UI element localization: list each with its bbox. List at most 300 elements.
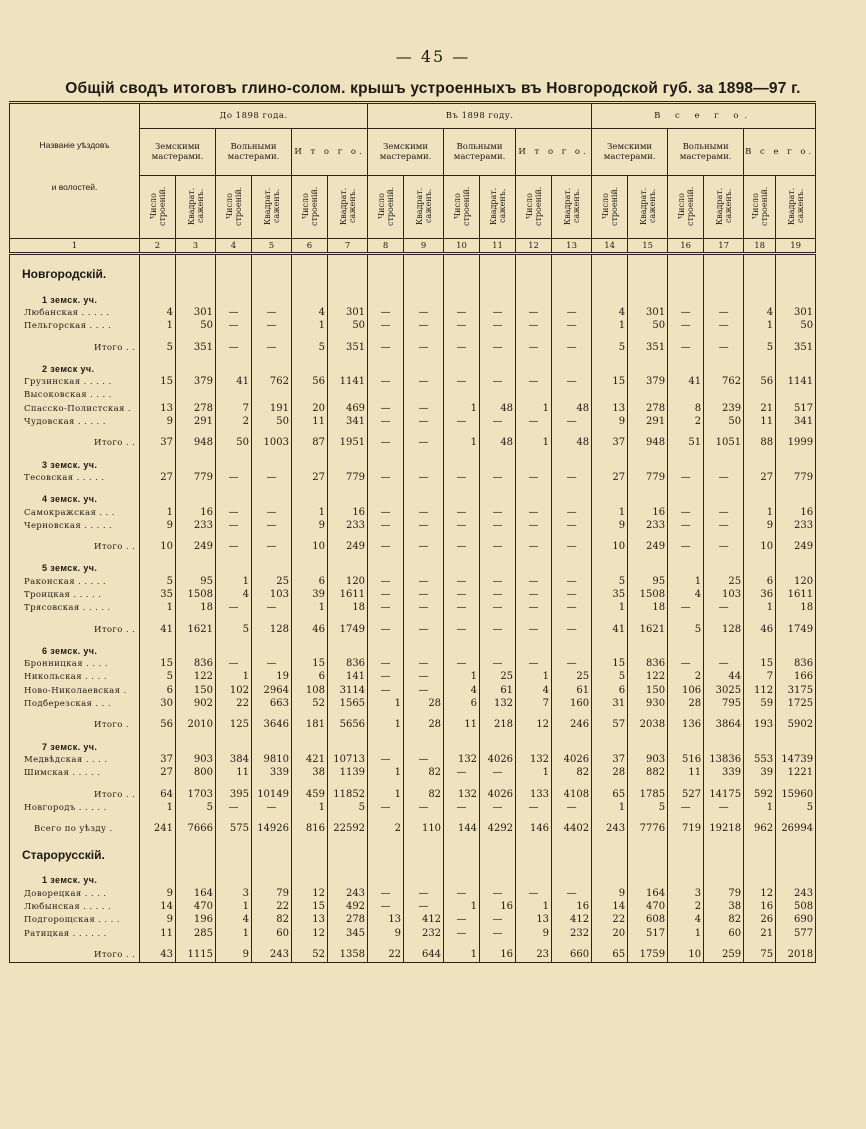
spacer-cell bbox=[176, 354, 216, 362]
value-cell bbox=[328, 293, 368, 306]
value-cell bbox=[592, 293, 628, 306]
value-cell: — bbox=[368, 671, 404, 684]
spacer-cell bbox=[328, 429, 368, 437]
value-cell bbox=[480, 874, 516, 887]
value-cell: — bbox=[444, 341, 480, 354]
value-cell: 166 bbox=[776, 671, 816, 684]
value-cell bbox=[404, 293, 444, 306]
value-cell: 11852 bbox=[328, 788, 368, 801]
value-cell: 106 bbox=[668, 684, 704, 697]
value-cell: 15 bbox=[744, 658, 776, 671]
value-cell bbox=[668, 562, 704, 575]
value-cell bbox=[592, 263, 628, 285]
value-cell: 1 bbox=[444, 437, 480, 450]
value-cell bbox=[628, 740, 668, 753]
row-name: 7 земск. уч. bbox=[10, 740, 140, 753]
spacer-cell bbox=[368, 554, 404, 562]
spacer-cell bbox=[444, 615, 480, 623]
spacer-cell bbox=[480, 940, 516, 948]
section-heading-row bbox=[10, 874, 816, 887]
value-cell: 28 bbox=[668, 697, 704, 710]
spacer-cell bbox=[140, 940, 176, 948]
spacer-cell bbox=[516, 485, 552, 493]
spacer-cell bbox=[140, 615, 176, 623]
value-cell: 882 bbox=[628, 767, 668, 780]
value-cell: 6 bbox=[140, 684, 176, 697]
table-row bbox=[10, 320, 816, 333]
value-cell: — bbox=[444, 658, 480, 671]
spacer-cell bbox=[668, 711, 704, 719]
value-cell bbox=[216, 293, 252, 306]
value-cell bbox=[176, 562, 216, 575]
value-cell: 6 bbox=[292, 671, 328, 684]
spacer-cell bbox=[328, 780, 368, 788]
value-cell bbox=[368, 293, 404, 306]
value-cell: 14 bbox=[592, 900, 628, 913]
value-cell: — bbox=[516, 471, 552, 484]
value-cell: 10 bbox=[744, 540, 776, 553]
value-cell: 132 bbox=[516, 753, 552, 766]
spacer-cell bbox=[628, 836, 668, 844]
value-cell: — bbox=[480, 540, 516, 553]
value-cell: 35 bbox=[140, 588, 176, 601]
spacer-row bbox=[10, 450, 816, 458]
value-cell: 50 bbox=[216, 437, 252, 450]
value-cell: 4 bbox=[216, 588, 252, 601]
value-cell bbox=[252, 362, 292, 375]
spacer-cell bbox=[668, 780, 704, 788]
spacer-cell bbox=[10, 836, 140, 844]
spacer-cell bbox=[328, 285, 368, 293]
value-cell: — bbox=[368, 575, 404, 588]
table-row bbox=[10, 575, 816, 588]
value-cell: — bbox=[480, 341, 516, 354]
value-cell bbox=[668, 644, 704, 657]
table-row bbox=[10, 753, 816, 766]
spacer-cell bbox=[480, 636, 516, 644]
value-cell bbox=[776, 389, 816, 402]
table-row bbox=[10, 671, 816, 684]
value-cell: — bbox=[552, 801, 592, 814]
value-cell: 301 bbox=[176, 306, 216, 319]
value-cell bbox=[592, 844, 628, 866]
value-cell bbox=[744, 293, 776, 306]
value-cell bbox=[140, 458, 176, 471]
value-cell: 469 bbox=[328, 402, 368, 415]
value-cell bbox=[176, 644, 216, 657]
period-header-total: В с е г о. bbox=[592, 103, 816, 129]
value-cell: 516 bbox=[668, 753, 704, 766]
spacer-row bbox=[10, 485, 816, 493]
spacer-cell bbox=[480, 866, 516, 874]
value-cell bbox=[444, 562, 480, 575]
spacer-cell bbox=[292, 780, 328, 788]
value-cell: 421 bbox=[292, 753, 328, 766]
spacer-cell bbox=[552, 732, 592, 740]
value-cell: 9 bbox=[368, 927, 404, 940]
value-cell bbox=[328, 362, 368, 375]
value-cell: 52 bbox=[292, 948, 328, 962]
value-cell: 762 bbox=[252, 375, 292, 388]
group-header: Вольными мастерами. bbox=[444, 129, 516, 176]
spacer-cell bbox=[704, 636, 744, 644]
value-cell bbox=[368, 362, 404, 375]
value-cell bbox=[480, 389, 516, 402]
value-cell: 379 bbox=[628, 375, 668, 388]
value-cell: 15 bbox=[292, 658, 328, 671]
spacer-cell bbox=[292, 940, 328, 948]
spacer-cell bbox=[552, 711, 592, 719]
value-cell: — bbox=[668, 519, 704, 532]
spacer-cell bbox=[552, 836, 592, 844]
spacer-cell bbox=[252, 780, 292, 788]
value-cell: 412 bbox=[404, 914, 444, 927]
spacer-row bbox=[10, 866, 816, 874]
value-cell: 60 bbox=[704, 927, 744, 940]
value-cell bbox=[292, 844, 328, 866]
value-cell: — bbox=[368, 519, 404, 532]
subtotal-row bbox=[10, 788, 816, 801]
value-cell: 232 bbox=[552, 927, 592, 940]
value-cell: 1 bbox=[368, 719, 404, 732]
section-heading-row bbox=[10, 740, 816, 753]
buildings-count-header: Число строеній. bbox=[140, 176, 176, 239]
value-cell bbox=[744, 493, 776, 506]
spacer-cell bbox=[252, 485, 292, 493]
value-cell bbox=[252, 844, 292, 866]
value-cell: 1 bbox=[592, 602, 628, 615]
value-cell bbox=[480, 644, 516, 657]
value-cell: 12 bbox=[516, 719, 552, 732]
spacer-cell bbox=[292, 636, 328, 644]
value-cell: 5 bbox=[628, 801, 668, 814]
column-number: 18 bbox=[744, 239, 776, 254]
value-cell bbox=[328, 874, 368, 887]
value-cell bbox=[668, 458, 704, 471]
spacer-cell bbox=[140, 532, 176, 540]
value-cell: — bbox=[368, 900, 404, 913]
value-cell: — bbox=[368, 684, 404, 697]
value-cell: 4 bbox=[216, 914, 252, 927]
value-cell: 4026 bbox=[480, 753, 516, 766]
spacer-cell bbox=[776, 636, 816, 644]
value-cell: 25 bbox=[704, 575, 744, 588]
value-cell: 13 bbox=[292, 914, 328, 927]
value-cell: — bbox=[368, 753, 404, 766]
value-cell: 5 bbox=[668, 623, 704, 636]
row-name: 3 земск. уч. bbox=[10, 458, 140, 471]
value-cell: 249 bbox=[628, 540, 668, 553]
spacer-cell bbox=[776, 354, 816, 362]
spacer-cell bbox=[776, 940, 816, 948]
table-row bbox=[10, 684, 816, 697]
value-cell bbox=[628, 293, 668, 306]
spacer-cell bbox=[444, 450, 480, 458]
value-cell: 339 bbox=[252, 767, 292, 780]
spacer-cell bbox=[252, 354, 292, 362]
spacer-cell bbox=[668, 940, 704, 948]
value-cell: 1749 bbox=[776, 623, 816, 636]
value-cell bbox=[404, 458, 444, 471]
value-cell: — bbox=[552, 375, 592, 388]
value-cell: 233 bbox=[628, 519, 668, 532]
spacer-cell bbox=[776, 615, 816, 623]
value-cell: 1 bbox=[140, 320, 176, 333]
spacer-cell bbox=[292, 532, 328, 540]
value-cell: 719 bbox=[668, 823, 704, 836]
value-cell: 663 bbox=[252, 697, 292, 710]
value-cell: 3 bbox=[668, 887, 704, 900]
value-cell bbox=[252, 874, 292, 887]
value-cell: 7 bbox=[216, 402, 252, 415]
spacer-cell bbox=[704, 732, 744, 740]
spacer-cell bbox=[704, 866, 744, 874]
spacer-cell bbox=[176, 636, 216, 644]
value-cell: 30 bbox=[140, 697, 176, 710]
value-cell: 1508 bbox=[176, 588, 216, 601]
value-cell: 779 bbox=[628, 471, 668, 484]
value-cell: 37 bbox=[140, 753, 176, 766]
value-cell: 3 bbox=[216, 887, 252, 900]
value-cell: 7 bbox=[516, 697, 552, 710]
value-cell: 10 bbox=[292, 540, 328, 553]
value-cell: 1759 bbox=[628, 948, 668, 962]
value-cell: — bbox=[480, 519, 516, 532]
square-sazhen-header: Квадрат. саженъ. bbox=[404, 176, 444, 239]
spacer-cell bbox=[776, 554, 816, 562]
value-cell bbox=[252, 293, 292, 306]
value-cell: — bbox=[516, 887, 552, 900]
row-name: 5 земск. уч. bbox=[10, 562, 140, 575]
value-cell bbox=[480, 740, 516, 753]
value-cell: — bbox=[444, 927, 480, 940]
value-cell: 79 bbox=[704, 887, 744, 900]
value-cell: — bbox=[444, 415, 480, 428]
square-sazhen-header: Квадрат. саженъ. bbox=[176, 176, 216, 239]
spacer-cell bbox=[552, 815, 592, 823]
value-cell bbox=[776, 644, 816, 657]
value-cell: 132 bbox=[444, 753, 480, 766]
value-cell: 1 bbox=[592, 801, 628, 814]
spacer-cell bbox=[444, 836, 480, 844]
group-header: Вольными мастерами. bbox=[216, 129, 292, 176]
value-cell: 232 bbox=[404, 927, 444, 940]
value-cell: 345 bbox=[328, 927, 368, 940]
value-cell: 7776 bbox=[628, 823, 668, 836]
value-cell: 836 bbox=[328, 658, 368, 671]
table-row bbox=[10, 658, 816, 671]
value-cell bbox=[552, 844, 592, 866]
spacer-cell bbox=[328, 354, 368, 362]
spacer-cell bbox=[516, 866, 552, 874]
value-cell: 1785 bbox=[628, 788, 668, 801]
value-cell: — bbox=[668, 540, 704, 553]
value-cell: 120 bbox=[328, 575, 368, 588]
value-cell: 2 bbox=[368, 823, 404, 836]
spacer-cell bbox=[368, 711, 404, 719]
value-cell: 25 bbox=[552, 671, 592, 684]
value-cell: 1508 bbox=[628, 588, 668, 601]
spacer-cell bbox=[744, 285, 776, 293]
table-row bbox=[10, 506, 816, 519]
value-cell: — bbox=[704, 519, 744, 532]
value-cell: 1 bbox=[744, 506, 776, 519]
spacer-cell bbox=[668, 254, 704, 264]
spacer-cell bbox=[328, 485, 368, 493]
spacer-cell bbox=[328, 732, 368, 740]
value-cell: — bbox=[252, 471, 292, 484]
value-cell: 1703 bbox=[176, 788, 216, 801]
value-cell bbox=[480, 493, 516, 506]
value-cell: 5 bbox=[592, 341, 628, 354]
value-cell bbox=[368, 493, 404, 506]
spacer-cell bbox=[404, 554, 444, 562]
spacer-cell bbox=[404, 429, 444, 437]
value-cell: 46 bbox=[292, 623, 328, 636]
page-number: — 45 — bbox=[395, 47, 471, 66]
value-cell: 22 bbox=[216, 697, 252, 710]
square-sazhen-header: Квадрат. саженъ. bbox=[252, 176, 292, 239]
spacer-cell bbox=[744, 333, 776, 341]
spacer-cell bbox=[480, 732, 516, 740]
spacer-cell bbox=[480, 450, 516, 458]
value-cell: 3114 bbox=[328, 684, 368, 697]
value-cell: 41 bbox=[216, 375, 252, 388]
value-cell: — bbox=[444, 887, 480, 900]
value-cell: — bbox=[552, 341, 592, 354]
value-cell: 132 bbox=[480, 697, 516, 710]
spacer-cell bbox=[776, 285, 816, 293]
value-cell bbox=[216, 362, 252, 375]
value-cell: 5 bbox=[140, 671, 176, 684]
value-cell: — bbox=[444, 575, 480, 588]
value-cell: 1951 bbox=[328, 437, 368, 450]
spacer-cell bbox=[628, 815, 668, 823]
spacer-cell bbox=[176, 554, 216, 562]
value-cell bbox=[328, 562, 368, 575]
spacer-cell bbox=[328, 254, 368, 264]
value-cell: — bbox=[368, 415, 404, 428]
value-cell: 27 bbox=[744, 471, 776, 484]
value-cell: 301 bbox=[628, 306, 668, 319]
value-cell: 11 bbox=[292, 415, 328, 428]
value-cell: 239 bbox=[704, 402, 744, 415]
value-cell: — bbox=[404, 753, 444, 766]
spacer-cell bbox=[628, 554, 668, 562]
value-cell: 22 bbox=[592, 914, 628, 927]
value-cell bbox=[368, 844, 404, 866]
value-cell: — bbox=[480, 602, 516, 615]
value-cell bbox=[592, 389, 628, 402]
value-cell: 1 bbox=[516, 900, 552, 913]
value-cell: — bbox=[404, 623, 444, 636]
value-cell: 14739 bbox=[776, 753, 816, 766]
spacer-cell bbox=[516, 615, 552, 623]
spacer-cell bbox=[216, 780, 252, 788]
value-cell bbox=[628, 362, 668, 375]
value-cell: 5902 bbox=[776, 719, 816, 732]
value-cell bbox=[480, 362, 516, 375]
table-row bbox=[10, 471, 816, 484]
spacer-cell bbox=[368, 940, 404, 948]
spacer-cell bbox=[592, 711, 628, 719]
value-cell: 10 bbox=[668, 948, 704, 962]
value-cell bbox=[368, 562, 404, 575]
spacer-cell bbox=[776, 485, 816, 493]
value-cell: 779 bbox=[176, 471, 216, 484]
value-cell: 14926 bbox=[252, 823, 292, 836]
spacer-cell bbox=[176, 711, 216, 719]
value-cell bbox=[552, 644, 592, 657]
value-cell: 1051 bbox=[704, 437, 744, 450]
period-header-before-1898: До 1898 года. bbox=[140, 103, 368, 129]
spacer-cell bbox=[252, 554, 292, 562]
value-cell bbox=[292, 263, 328, 285]
value-cell: 291 bbox=[176, 415, 216, 428]
spacer-cell bbox=[252, 333, 292, 341]
spacer-row bbox=[10, 285, 816, 293]
value-cell: 7 bbox=[744, 671, 776, 684]
spacer-cell bbox=[592, 636, 628, 644]
value-cell: — bbox=[404, 887, 444, 900]
section-heading-row bbox=[10, 362, 816, 375]
row-name: Итого . . bbox=[10, 437, 140, 450]
value-cell bbox=[176, 874, 216, 887]
spacer-cell bbox=[744, 780, 776, 788]
value-cell: — bbox=[704, 602, 744, 615]
spacer-cell bbox=[480, 532, 516, 540]
spacer-row bbox=[10, 836, 816, 844]
value-cell: 13836 bbox=[704, 753, 744, 766]
spacer-row bbox=[10, 532, 816, 540]
spacer-cell bbox=[368, 866, 404, 874]
value-cell: 341 bbox=[328, 415, 368, 428]
value-cell bbox=[292, 458, 328, 471]
value-cell: — bbox=[444, 306, 480, 319]
row-name: Любынская . . . . . bbox=[10, 900, 140, 913]
value-cell: 4026 bbox=[480, 788, 516, 801]
spacer-cell bbox=[516, 354, 552, 362]
period-header-1898: Въ 1898 году. bbox=[368, 103, 592, 129]
value-cell: — bbox=[516, 519, 552, 532]
value-cell bbox=[552, 458, 592, 471]
value-cell: — bbox=[516, 306, 552, 319]
spacer-cell bbox=[668, 866, 704, 874]
value-cell bbox=[328, 458, 368, 471]
spacer-cell bbox=[292, 866, 328, 874]
spacer-cell bbox=[252, 254, 292, 264]
value-cell bbox=[444, 389, 480, 402]
value-cell: — bbox=[516, 320, 552, 333]
spacer-cell bbox=[480, 780, 516, 788]
value-cell: 82 bbox=[704, 914, 744, 927]
value-cell: — bbox=[480, 658, 516, 671]
spacer-cell bbox=[328, 615, 368, 623]
value-cell: 644 bbox=[404, 948, 444, 962]
value-cell: 120 bbox=[776, 575, 816, 588]
spacer-cell bbox=[628, 866, 668, 874]
value-cell: — bbox=[404, 658, 444, 671]
value-cell: 278 bbox=[176, 402, 216, 415]
value-cell bbox=[704, 362, 744, 375]
spacer-cell bbox=[368, 254, 404, 264]
spacer-cell bbox=[668, 532, 704, 540]
value-cell: 102 bbox=[216, 684, 252, 697]
spacer-cell bbox=[176, 485, 216, 493]
value-cell: 351 bbox=[328, 341, 368, 354]
spacer-cell bbox=[668, 450, 704, 458]
square-sazhen-header: Квадрат. саженъ. bbox=[628, 176, 668, 239]
